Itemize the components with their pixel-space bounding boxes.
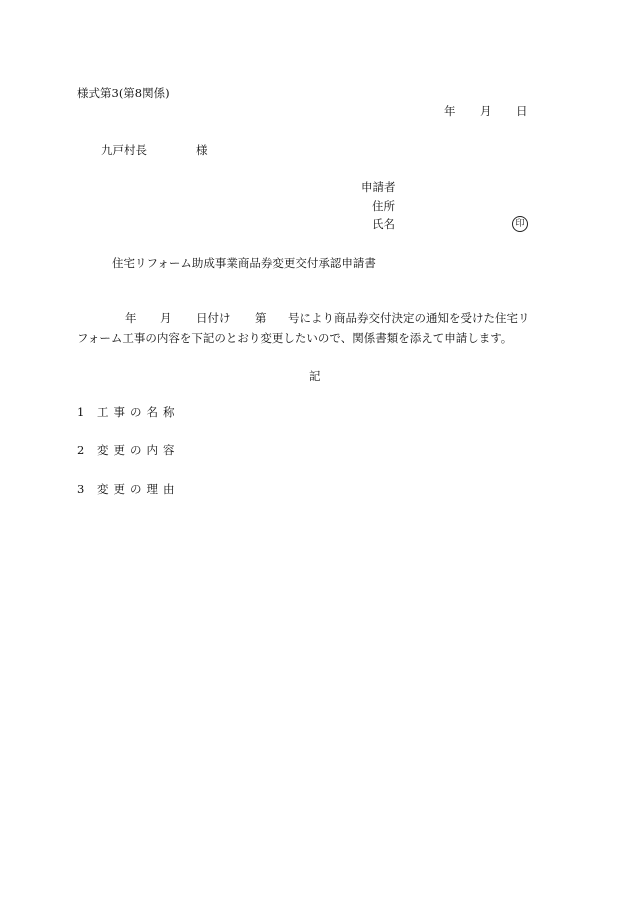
applicant-name-label: 氏名 <box>372 217 395 231</box>
applicant-address-label: 住所 <box>372 199 395 213</box>
addressee-name: 九戸村長 <box>101 143 147 157</box>
form-number: 様式第3(第8関係) <box>77 86 170 100</box>
body-line1-rest: 号により商品券交付決定の通知を受けた住宅リ <box>288 311 530 325</box>
body-year: 年 <box>125 311 137 325</box>
addressee-honorific: 様 <box>196 143 208 157</box>
date-month: 月 <box>480 104 492 118</box>
item-label: 変更の内容 <box>97 443 180 457</box>
item-label: 工事の名称 <box>97 405 180 419</box>
body-line-2: フォーム工事の内容を下記のとおり変更したいので、関係書類を添えて申請します。 <box>77 331 513 345</box>
date-day: 日 <box>516 104 528 118</box>
applicant-label: 申請者 <box>361 180 396 194</box>
body-line-1 <box>77 308 557 328</box>
item-1 <box>77 405 180 419</box>
item-3 <box>77 482 180 496</box>
item-2 <box>77 443 180 457</box>
ki-heading: 記 <box>309 369 321 383</box>
body-month: 月 <box>160 311 172 325</box>
body-date-suffix: 日付け <box>196 311 231 325</box>
date-year: 年 <box>444 104 456 118</box>
item-label: 変更の理由 <box>97 482 180 496</box>
item-number: 3 <box>77 482 85 496</box>
document-title: 住宅リフォーム助成事業商品券変更交付承認申請書 <box>112 256 376 270</box>
body-paragraph <box>77 308 557 348</box>
body-number-prefix: 第 <box>255 311 267 325</box>
item-number: 2 <box>77 443 85 457</box>
item-number: 1 <box>77 405 85 419</box>
seal-mark: 印 <box>512 216 528 232</box>
